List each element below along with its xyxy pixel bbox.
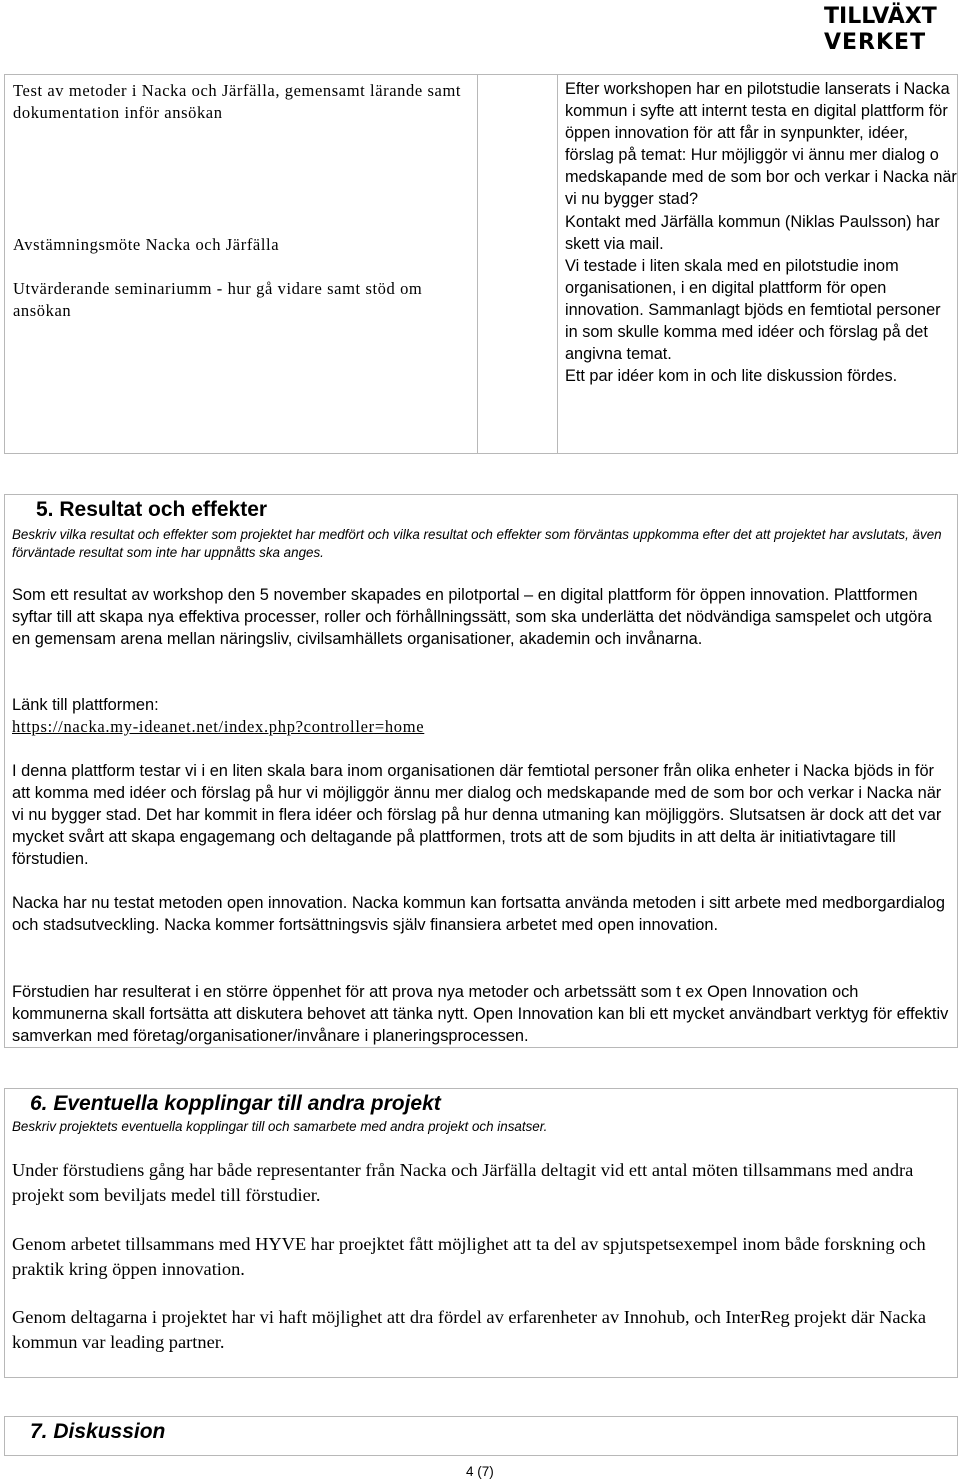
- column-divider: [557, 75, 558, 453]
- section-6-paragraph: Genom arbetet tillsammans med HYVE har proejktet fått möjlighet att ta del av spjutspetsexempel inom både forskning och praktik kring öppen innovation.: [12, 1234, 926, 1279]
- result-paragraph: Efter workshopen har en pilotstudie lanserats i Nacka kommun i syfte att internt testa en digital plattform för öppen innovation för att får in synpunkter, idéer, förslag på temat: Hur möjliggör vi ännu mer dialog o medskapande med de som bor och verkar i Nacka när vi nu bygger stad?: [565, 80, 957, 209]
- page-number: 4 (7): [466, 1464, 494, 1479]
- section-5-paragraph: I denna plattform testar vi i en liten skala bara inom organisationen där femtiotal personer från olika enheter i Nacka bjöds in för att komma med idéer och förslag på hur vi möjliggör ännu mer dialog och medskapande med de som bor och verkar i Nacka när vi nu bygger stad. Det har kommit in flera idéer och förslag på hur denna utmaning kan möjliggörs. Slutsatsen är dock att det var mycket svårt att skapa engagemang och deltagande på plattformen, trots att de som bjudits in att delta är initiativtagare till förstudien.: [12, 762, 942, 869]
- activity-table: [4, 74, 958, 454]
- section-6-heading: 6. Eventuella kopplingar till andra projekt: [30, 1092, 441, 1115]
- section-6-paragraph: Genom deltagarna i projektet har vi haft möjlighet att dra fördel av erfarenheter av Innohub, och InterReg projekt där Nacka kommun var leading partner.: [12, 1307, 927, 1352]
- section-5-paragraph: Nacka har nu testat metoden open innovation. Nacka kommun kan fortsatta använda metoden i sitt arbete med medborgardialog och stadsutveckling. Nacka kommer fortsättningsvis själv finansiera arbetet med open innovation.: [12, 894, 945, 935]
- section-6-description: Beskriv projektets eventuella kopplingar till och samarbete med andra projekt och insatser.: [12, 1119, 548, 1134]
- section-5-paragraph: Som ett resultat av workshop den 5 november skapades en pilotportal – en digital plattform för öppen innovation. Plattformen syftar till att skapa nya effektiva processer, roller och förhållningssätt, som ska underlätta det nödvändiga samspelet och utgöra en gemensam arena mellan näringsliv, civilsamhällets organisationer, akademin och invånarna.: [12, 586, 932, 649]
- column-divider: [477, 75, 478, 453]
- platform-link[interactable]: https://nacka.my-ideanet.net/index.php?controller=home: [12, 717, 425, 736]
- link-label: Länk till plattformen:: [12, 696, 159, 714]
- activity-item: Avstämningsmöte Nacka och Järfälla: [13, 235, 280, 254]
- activity-results: [565, 78, 957, 387]
- section-5-paragraph: Förstudien har resulterat i en större öppenhet för att prova nya metoder och arbetssätt som t ex Open Innovation och kommunerna skall fortsätta att diskutera behovet att tänka nytt. Open Innovation kan bli ett mycket användbart verktyg för effektiv samverkan med företag/organisationer/invånare i planeringsprocessen.: [12, 983, 949, 1046]
- section-5-heading: 5. Resultat och effekter: [36, 498, 268, 521]
- section-7-heading: 7. Diskussion: [30, 1420, 166, 1443]
- result-paragraph: Kontakt med Järfälla kommun (Niklas Paulsson) har skett via mail.: [565, 212, 940, 253]
- activity-item: Utvärderande seminariumm - hur gå vidare samt stöd om ansökan: [13, 279, 423, 320]
- result-paragraph: Ett par idéer kom in och lite diskussion fördes.: [565, 367, 898, 386]
- section-5-description: Beskriv vilka resultat och effekter som projektet har medfört och vilka resultat och effekter som förväntas uppkomma efter det att projektet har avslutats, även förväntade resultat som inte har uppnåtts ska anges.: [12, 527, 942, 560]
- activity-item: Test av metoder i Nacka och Järfälla, gemensamt lärande samt dokumentation inför ansökan: [13, 81, 462, 122]
- tillvaxtverket-logo: [822, 4, 958, 56]
- result-paragraph: Vi testade i liten skala med en pilotstudie inom organisationen, i en digital plattform för open innovation. Sammanlagt bjöds en femtiotal personer in som skulle komma med idéer och förslag på det angivna temat.: [565, 256, 941, 364]
- logo-line-1: TILLVÄXT: [824, 4, 937, 29]
- section-6-paragraph: Under förstudiens gång har både representanter från Nacka och Järfälla deltagit vid ett antal möten tillsammans med andra projekt som beviljats medel till förstudier.: [12, 1160, 914, 1205]
- logo-line-2: VERKET: [824, 30, 927, 55]
